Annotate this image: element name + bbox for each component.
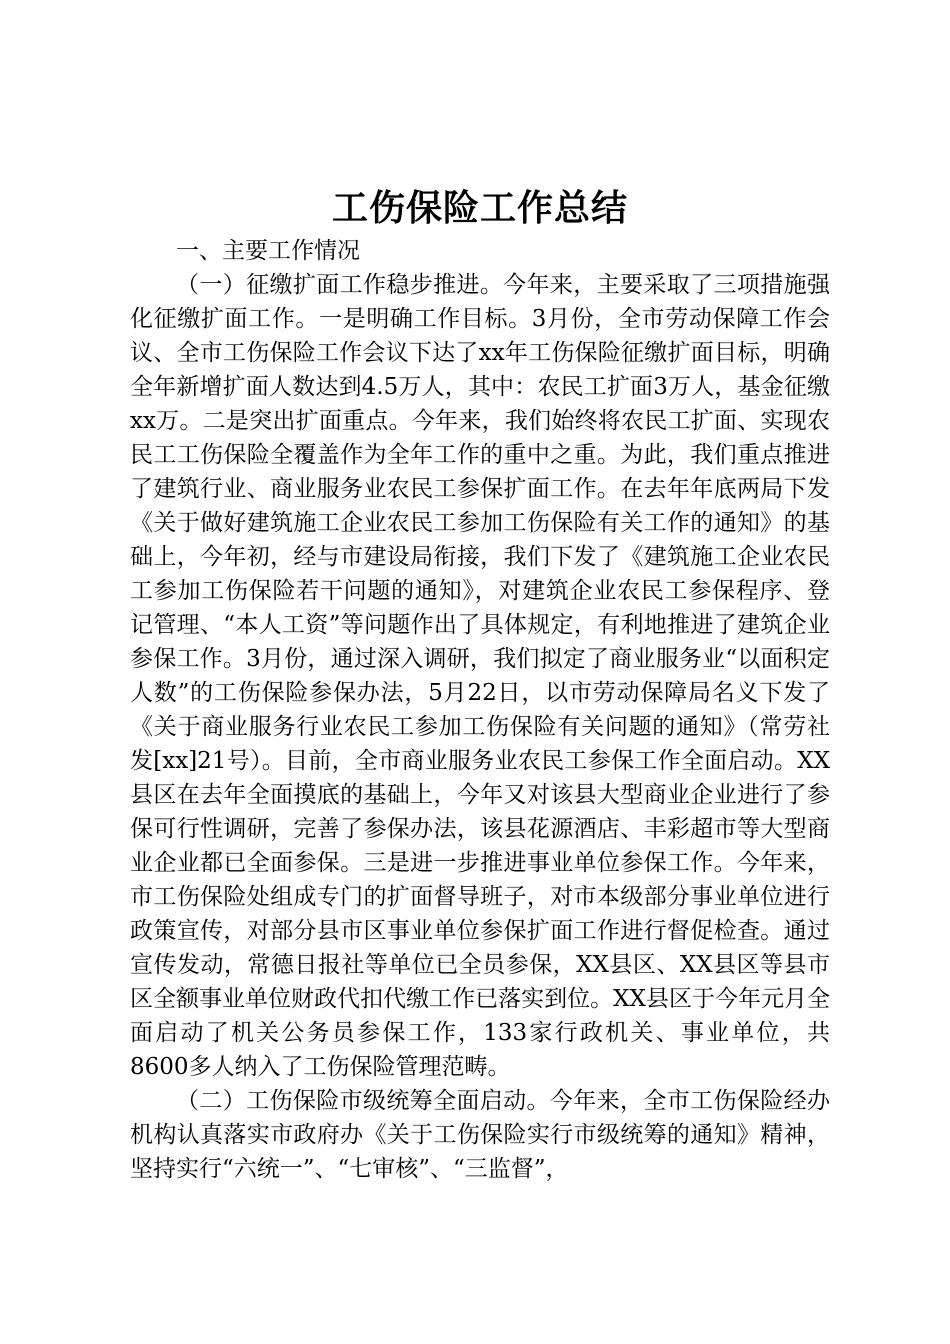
document-page xyxy=(130,186,830,1186)
document-title: 工伤保险工作总结 xyxy=(331,187,628,229)
paragraph-2: （二）工伤保险市级统筹全面启动。今年来，全市工伤保险经办机构认真落实市政府办《关于工伤保险实行市级统筹的通知》精神，坚持实行“六统一”、“七审核”、“三监督”， xyxy=(130,1088,830,1182)
paragraph-1: （一）征缴扩面工作稳步推进。今年来，主要采取了三项措施强化征缴扩面工作。一是明确工作目标。3月份，全市劳动保障工作会议、全市工伤保险工作会议下达了xx年工伤保险征缴扩面目标，明确全年新增扩面人数达到4.5万人，其中：农民工扩面3万人，基金征缴xx万。二是突出扩面重点。今年来，我们始终将农民工扩面、实现农民工工伤保险全覆盖作为全年工作的重中之重。为此，我们重点推进了建筑行业、商业服务业农民工参保扩面工作。在去年年底两局下发《关于做好建筑施工企业农民工参加工伤保险有关工作的通知》的基础上，今年初，经与市建设局衔接，我们下发了《建筑施工企业农民工参加工伤保险若干问题的通知》，对建筑企业农民工参保程序、登记管理、“本人工资”等问题作出了具体规定，有利地推进了建筑企业参保工作。3月份，通过深入调研，我们拟定了商业服务业“以面积定人数”的工伤保险参保办法，5月22日，以市劳动保障局名义下发了《关于商业服务行业农民工参加工伤保险有关问题的通知》（常劳社发[xx]21号）。目前，全市商业服务业农民工参保工作全面启动。XX县区在去年全面摸底的基础上，今年又对该县大型商业企业进行了参保可行性调研，完善了参保办法，该县花源酒店、丰彩超市等大型商业企业都已全面参保。三是进一步推进事业单位参保工作。今年来，市工伤保险处组成专门的扩面督导班子，对市本级部分事业单位进行政策宣传，对部分县市区事业单位参保扩面工作进行督促检查。通过宣传发动，常德日报社等单位已全员参保，XX县区、XX县区等县市区全额事业单位财政代扣代缴工作已落实到位。XX县区于今年元月全面启动了机关公务员参保工作，133家行政机关、事业单位，共8600多人纳入了工伤保险管理范畴。 xyxy=(130,272,830,1080)
section-heading: 一、主要工作情况 xyxy=(176,238,360,264)
